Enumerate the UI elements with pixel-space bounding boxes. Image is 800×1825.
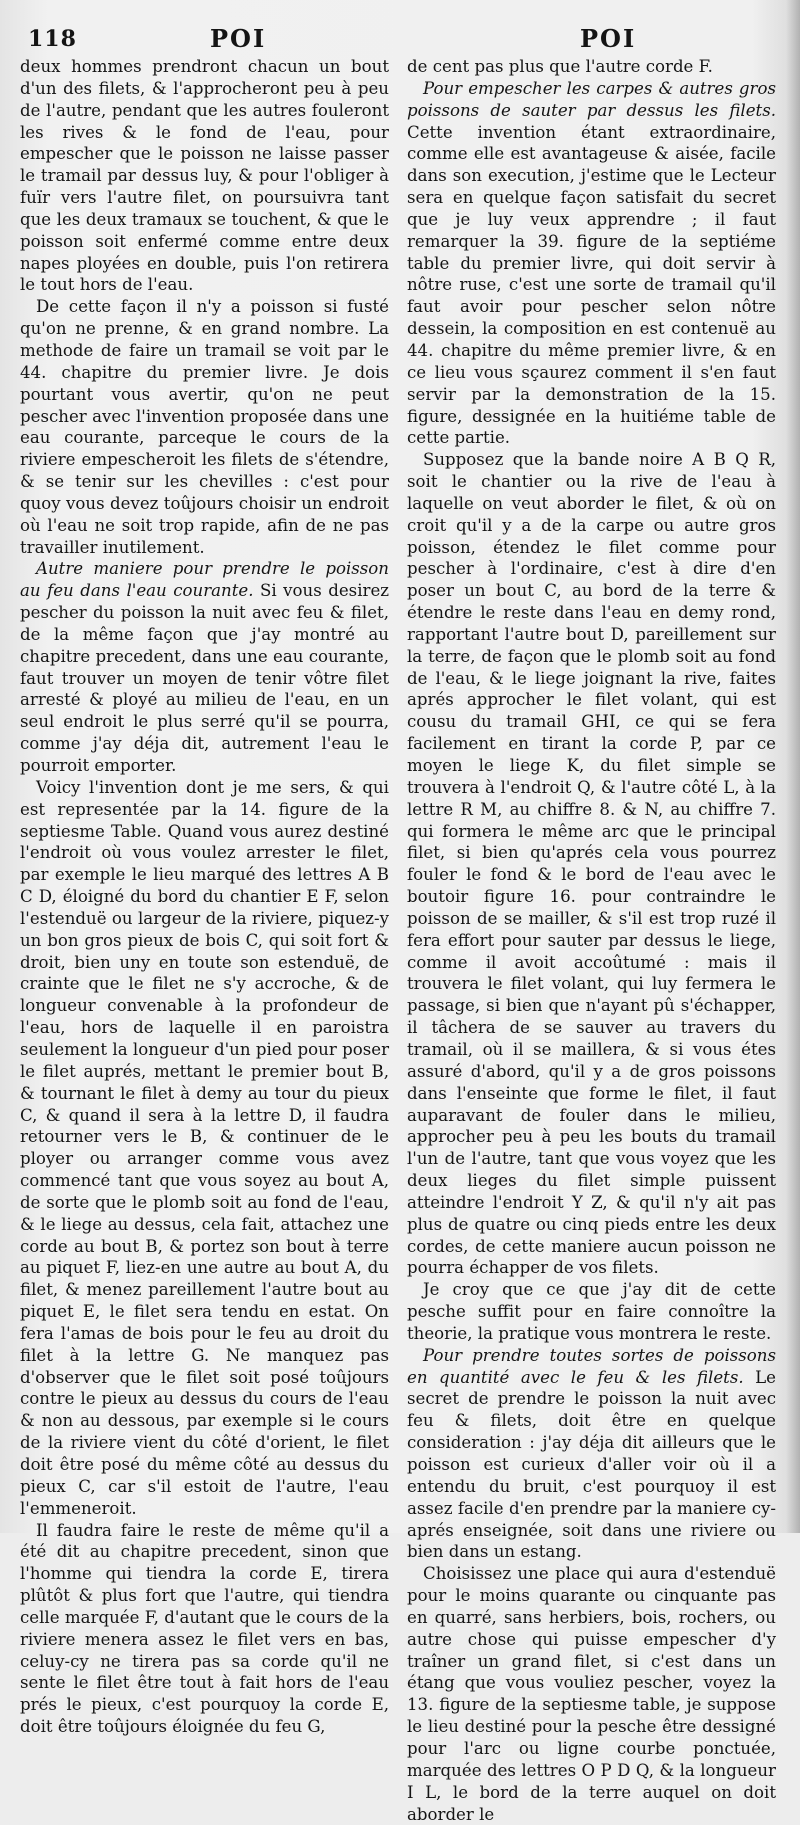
paragraph-text: Choisissez une place qui aura d'estenduë pour le moins quarante ou cinquante pas en quarré, sans herbiers, bois, rochers, ou autre chose qui puisse empescher d'y traîner un grand filet, si c'est dans un étang que vous vouliez pescher, voyez la 13. figure de la septiesme table, je suppose le lieu destiné pour la pesche être dessigné pour l'arc ou ligne courbe ponctuée, marquée des lettres O P D Q, & la longueur I L, le bord de la terre auquel on doit aborder le bbox=[407, 1564, 776, 1824]
paragraph bbox=[20, 558, 389, 776]
paragraph-text: Je croy que ce que j'ay dit de cette pesche suffit pour en faire connoître la theorie, la pratique vous montrera le reste. bbox=[407, 1280, 776, 1343]
paragraph-rubric: Autre maniere pour prendre le poisson au feu dans l'eau courante. bbox=[20, 559, 389, 601]
page-number: 118 bbox=[28, 26, 77, 52]
paragraph-rubric: Pour empescher les carpes & autres gros poissons de sauter par dessus les filets. bbox=[407, 78, 776, 120]
paragraph-text: Le secret de prendre le poisson la nuit avec feu & filets, doit être en quelque consideration : j'ay déja dit ailleurs que le poisson est curieux d'aller voir où il a entendu du bruit, c'est pourquoy il est assez facile d'en prendre par la maniere cy-aprés enseignée, soit dans une riviere ou bien dans un estang. bbox=[407, 1367, 776, 1562]
paragraph-text: Voicy l'invention dont je me sers, & qui est representée par la 14. figure de la septiesme Table. Quand vous aurez destiné l'endroit où vous voulez arrester le filet, par exemple le lieu marqué des lettres A B C D, éloigné du bord du chantier E F, selon l'estenduë ou largeur de la riviere, piquez-y un bon gros pieux de bois C, qui soit fort & droit, bien uny en toute son estenduë, de crainte que le filet ne s'y accroche, & de longueur convenable à la profondeur de l'eau, hors de laquelle il en paroistra seulement la longueur d'un pied pour poser le filet auprés, mettant le premier bout B, & tournant le filet à demy au tour du pieux C, & quand il sera à la lettre D, il faudra retourner vers le B, & continuer de le ployer ou arranger comme vous avez commencé tant que vous soyez au bout A, de sorte que le plomb soit au fond de l'eau, & le liege au dessus, cela fait, attachez une corde au bout B, & portez son bout à terre au piquet F, liez-en une autre au bout A, du filet, & menez pareillement l'autre bout au piquet E, le filet sera tendu en estat. On fera l'amas de bois pour le feu au droit du filet à la lettre G. Ne manquez pas d'observer que le filet soit posé toûjours contre le pieux au dessus du cours de l'eau & non au dessous, par exemple si le cours de la riviere vient du côté d'orient, le filet doit être posé du même côté au dessus du pieux C, car s'il estoit de l'autre, l'eau l'emmeneroit. bbox=[20, 777, 389, 1518]
paragraph bbox=[407, 56, 776, 78]
paragraph bbox=[20, 1520, 389, 1738]
paragraph bbox=[407, 78, 776, 449]
paragraph bbox=[20, 56, 389, 296]
paragraph bbox=[20, 296, 389, 558]
paragraph-text: Supposez que la bande noire A B Q R, soit le chantier ou la rive de l'eau à laquelle on veut aborder le filet, & où on croit qu'il y a de la carpe ou autre gros poisson, étendez le filet comme pour pescher à l'ordinaire, c'est à dire d'en poser un bout C, au bord de la terre & étendre le reste dans l'eau en demy rond, rapportant l'autre bout D, pareillement sur la terre, de façon que le plomb soit au fond de l'eau, & le liege joignant la rive, faites aprés approcher le filet volant, qui est cousu du tramail GHI, ce qui se fera facilement en tirant la corde P, par ce moyen le liege K, du filet simple se trouvera à l'endroit Q, & l'autre côté L, à la lettre R M, au chiffre 8. & N, au chiffre 7. qui formera le même arc que le principal filet, si bien qu'aprés cela vous pourrez fouler le fond & le bord de l'eau avec le boutoir figure 16. pour contraindre le poisson de se mailler, & s'il est trop ruzé il fera effort pour sauter par dessus le liege, comme il avoit accoûtumé : mais il trouvera le filet volant, qui luy fermera le passage, si bien que n'ayant pû s'échapper, il tâchera de se sauver au travers du tramail, où il se maillera, & si vous étes assuré d'abord, qu'il y a de gros poissons dans l'enseinte que forme le filet, il faut auparavant de fouler dans le milieu, approcher peu à peu les bouts du tramail l'un de l'autre, tant que vous voyez que les deux lieges du filet simple puissent atteindre l'endroit Y Z, & qu'il n'y ait pas plus de quatre ou cinq pieds entre les deux cordes, de cette maniere aucun poisson ne pourra échapper de vos filets. bbox=[407, 450, 776, 1278]
paragraph-text: Il faudra faire le reste de même qu'il a été dit au chapitre precedent, sinon que l'homme qui tiendra la corde E, tirera plûtôt & plus fort que l'autre, qui tiendra celle marquée F, d'autant que le cours de la riviere menera assez le filet vers en bas, celuy-cy ne tirera pas sa corde qu'il ne sente le filet être tout à fait hors de l'eau prés le pieux, c'est pourquoy la corde E, doit être toûjours éloignée du feu G, bbox=[20, 1520, 389, 1737]
paragraph bbox=[407, 1345, 776, 1563]
paragraph bbox=[407, 1279, 776, 1345]
paragraph-text: deux hommes prendront chacun un bout d'un des filets, & l'approcheront peu à peu de l'autre, pendant que les autres fouleront les rives & le fond de l'eau, pour empescher que le poisson ne laisse passer le tramail par dessus luy, & pour l'obliger à fuïr vers l'autre filet, on poursuivra tant que les deux tramaux se touchent, & que le poisson soit enfermé comme entre deux napes ployées en double, puis l'on retirera le tout hors de l'eau. bbox=[20, 57, 389, 295]
left-column bbox=[20, 56, 389, 1825]
paragraph bbox=[407, 449, 776, 1279]
right-column bbox=[407, 56, 776, 1825]
paragraph bbox=[20, 777, 389, 1520]
text-columns bbox=[20, 56, 776, 1825]
running-title-left: POI bbox=[210, 24, 267, 53]
paragraph-text: Cette invention étant extraordinaire, comme elle est avantageuse & aisée, facile dans son execution, j'estime que le Lecteur sera en quelque façon satisfait du secret que je luy veux apprendre ; il faut remarquer la 39. figure de la septiéme table du premier livre, qui doit servir à nôtre ruse, c'est une sorte de tramail qu'il faut avoir pour pescher selon nôtre dessein, la composition en est contenuë au 44. chapitre du même premier livre, & en ce lieu vous sçaurez comment il s'en faut servir par la demonstration de la 15. figure, dessignée en la huitiéme table de cette partie. bbox=[407, 122, 776, 448]
paragraph-text: de cent pas plus que l'autre corde F. bbox=[407, 57, 713, 76]
paragraph bbox=[407, 1563, 776, 1825]
running-title-right: POI bbox=[580, 24, 637, 53]
page-edge-shadow bbox=[786, 0, 800, 1533]
paragraph-text: De cette façon il n'y a poisson si fusté qu'on ne prenne, & en grand nombre. La methode de faire un tramail se voit par le 44. chapitre du premier livre. Je dois pourtant vous avertir, qu'on ne peut pescher avec l'invention proposée dans une eau courante, parceque le cours de la riviere empescheroit les filets de s'étendre, & se tenir sur les chevilles : c'est pour quoy vous devez toûjours choisir un endroit où l'eau ne soit trop rapide, afin de ne pas travailler inutilement. bbox=[20, 297, 389, 557]
paragraph-text: Si vous desirez pescher du poisson la nuit avec feu & filet, de la même façon que j'ay montré au chapitre precedent, dans une eau courante, faut trouver un moyen de tenir vôtre filet arresté & ployé au milieu de l'eau, en un seul endroit le plus serré qu'il se pourra, comme j'ay déja dit, autrement l'eau le pourroit emporter. bbox=[20, 581, 390, 775]
page-header bbox=[20, 24, 776, 53]
paragraph-rubric: Pour prendre toutes sortes de poissons en quantité avec le feu & les filets. bbox=[407, 1345, 776, 1387]
